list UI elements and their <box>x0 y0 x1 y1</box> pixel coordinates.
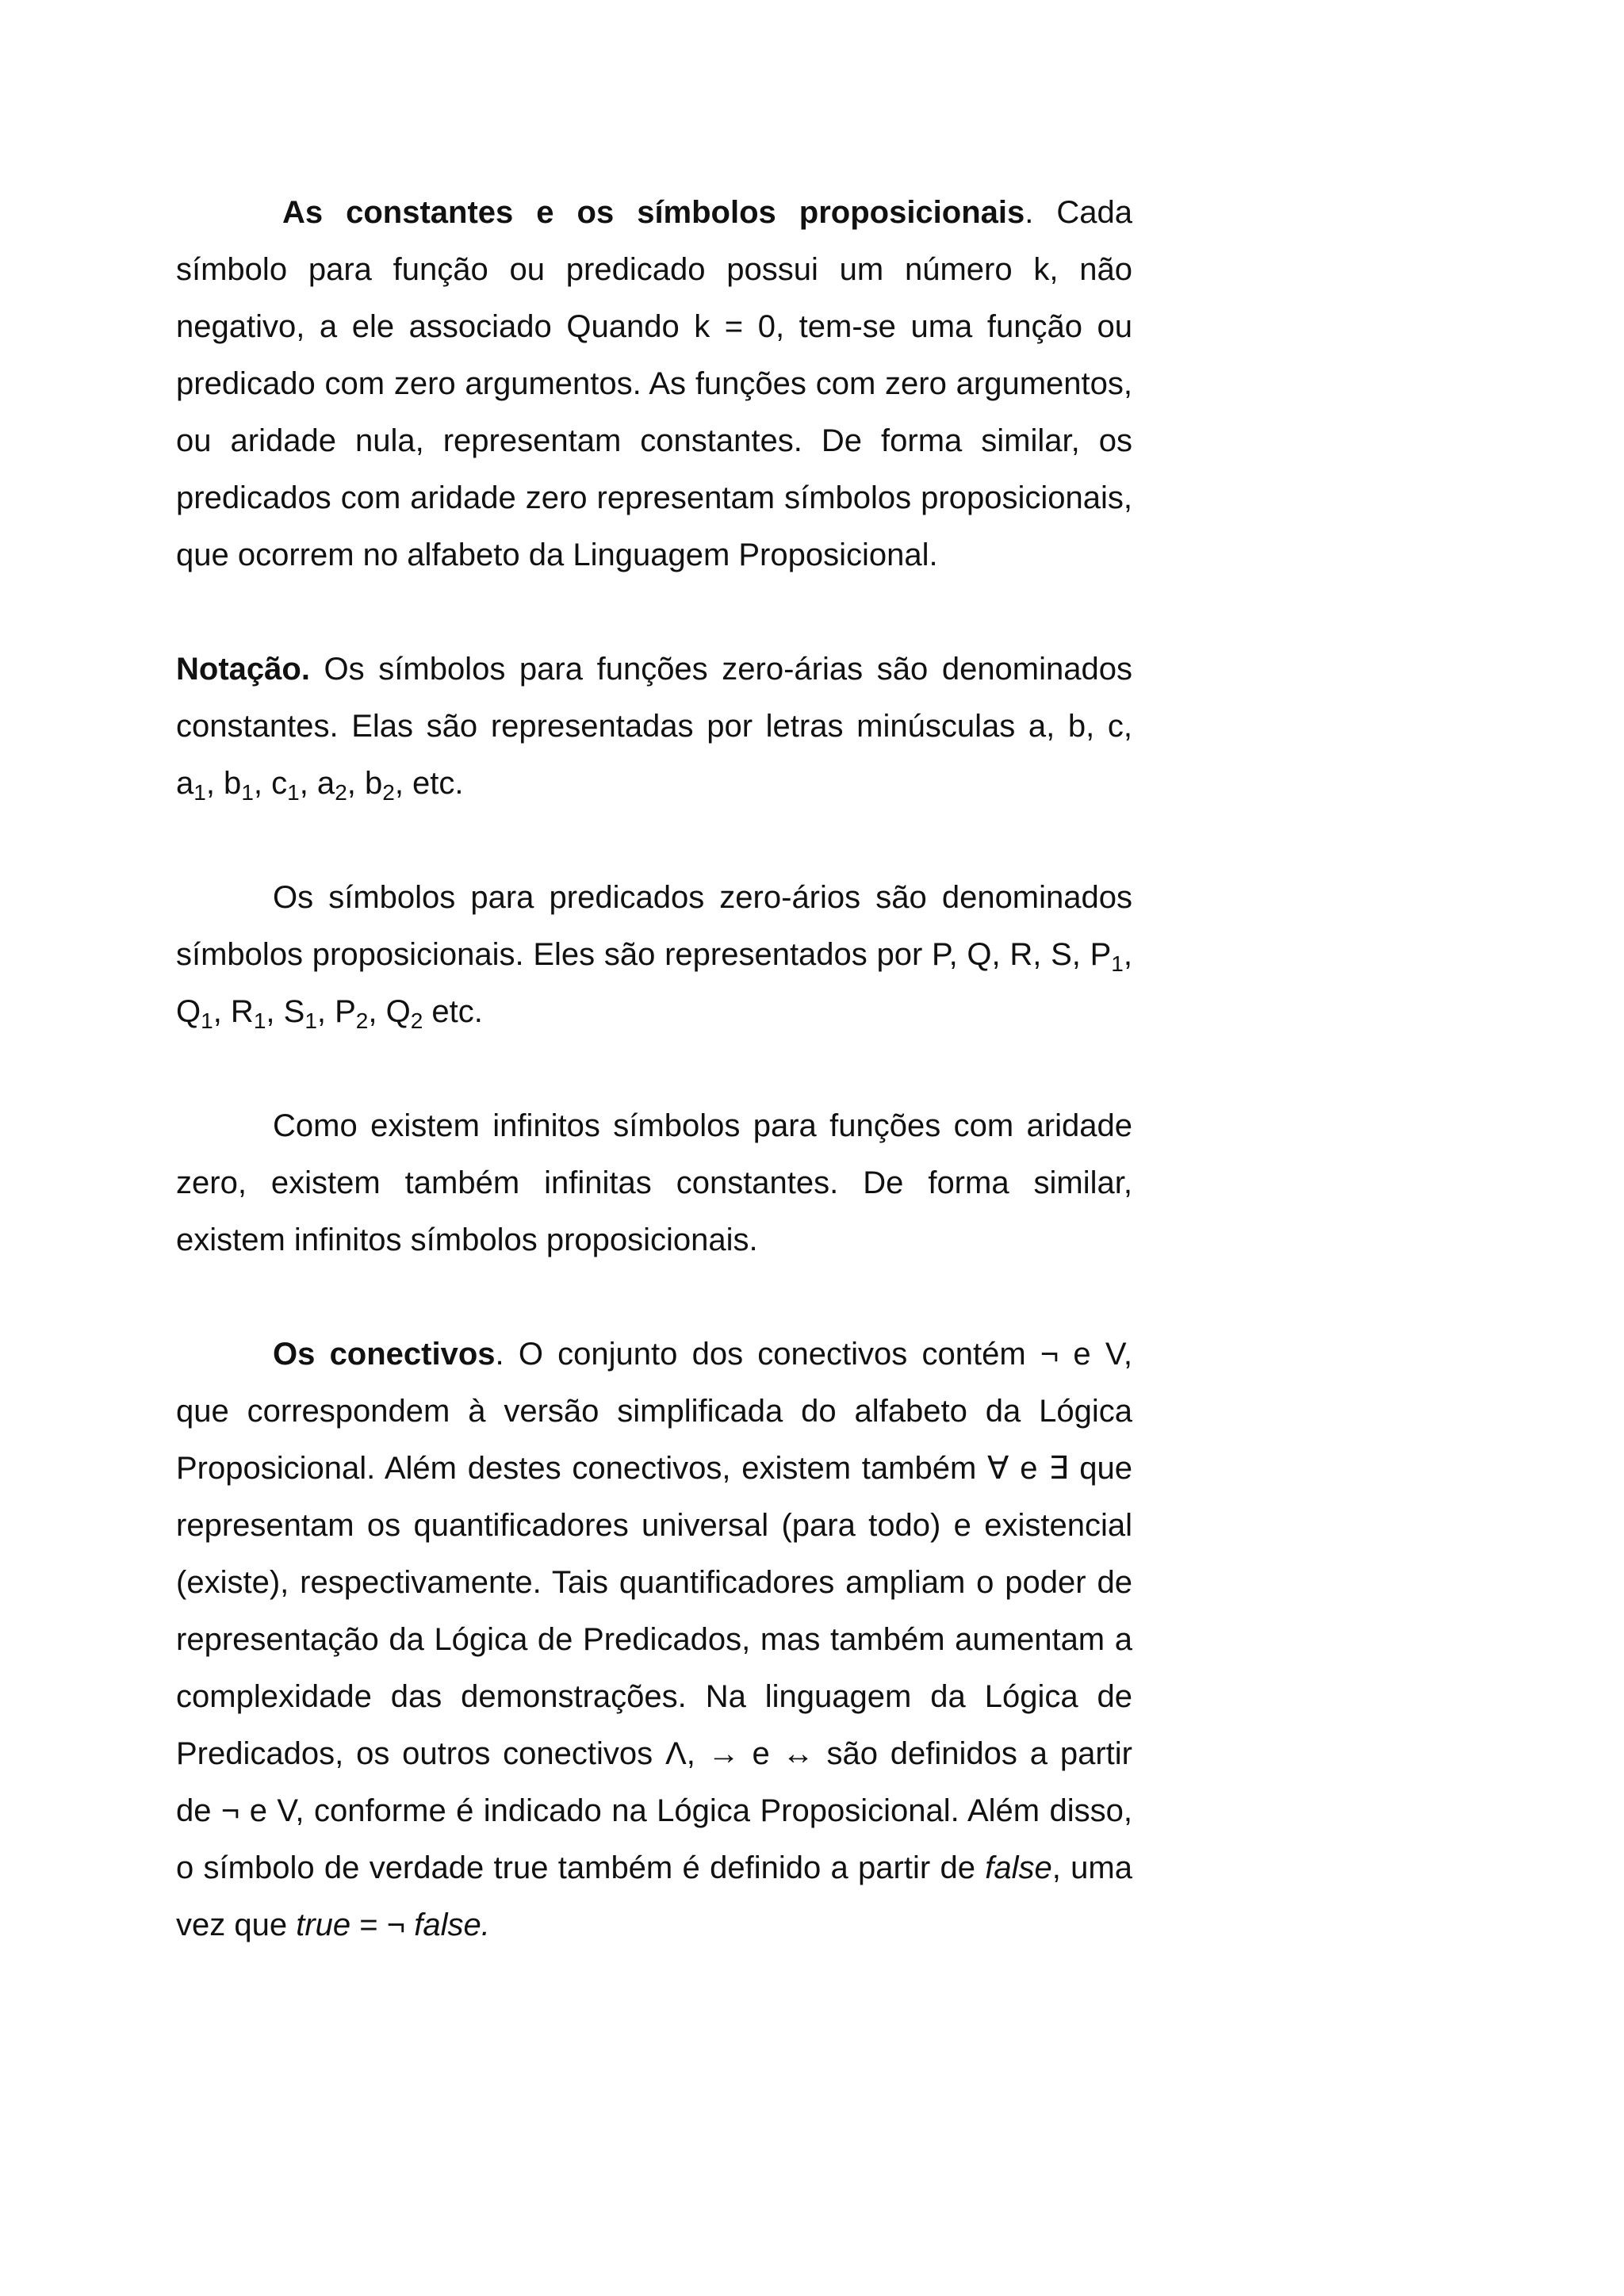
subscript: 1 <box>241 780 254 805</box>
paragraph-propositional-symbols <box>176 869 1132 1040</box>
notation-text: , a <box>299 766 335 801</box>
italic-false: false. <box>414 1908 490 1942</box>
subscript: 1 <box>193 780 206 805</box>
notation-text: , b <box>205 766 242 801</box>
subscript: 1 <box>201 1008 213 1033</box>
paragraph-constants-text: . Cada símbolo para função ou predicado possui um número k, não negativo, a ele associado Quando k = 0, tem-se uma função ou predicado com zero argumentos. As funções com zero argumentos, ou aridade nula, representam constantes. De forma similar, os predicados com aridade zero representam símbolos proposicionais, que ocorrem no alfabeto da Linguagem Proposicional. <box>176 195 1132 572</box>
subscript: 2 <box>382 780 395 805</box>
subscript: 1 <box>287 780 300 805</box>
italic-false: false <box>985 1850 1052 1885</box>
subscript: 1 <box>253 1008 266 1033</box>
paragraph-infinite-symbols <box>176 1097 1132 1269</box>
propositional-text: , Q <box>176 937 1132 1029</box>
subscript: 2 <box>410 1008 423 1033</box>
notation-text: , b <box>347 766 383 801</box>
heading-notation: Notação. <box>176 652 310 687</box>
paragraph-notation <box>176 641 1132 812</box>
infinite-symbols-text: Como existem infinitos símbolos para funções com aridade zero, existem também infinitas constantes. De forma similar, existem infinitos símbolos proposicionais. <box>176 1108 1132 1257</box>
notation-text: Os símbolos para funções zero-árias são denominados constantes. Elas são representadas por letras minúsculas a, b, c, a <box>176 652 1132 801</box>
notation-text: , etc. <box>394 766 464 801</box>
notation-text: , c <box>253 766 288 801</box>
connectives-text: , uma vez que <box>176 1850 1132 1942</box>
paragraph-constants <box>176 184 1132 584</box>
heading-connectives: Os conectivos <box>273 1337 496 1372</box>
heading-constants: As constantes e os símbolos proposicionais <box>282 195 1025 230</box>
propositional-text: , S <box>266 994 305 1029</box>
propositional-text: etc. <box>423 994 483 1029</box>
subscript: 1 <box>304 1008 317 1033</box>
connectives-text: = ¬ <box>350 1908 415 1942</box>
paragraph-connectives <box>176 1326 1132 1954</box>
document-body <box>176 184 1132 1954</box>
subscript: 2 <box>355 1008 369 1033</box>
italic-true: true <box>296 1908 351 1942</box>
propositional-text: , R <box>213 994 254 1029</box>
connectives-text: . O conjunto dos conectivos contém ¬ e V, que correspondem à versão simplificada do alfabeto da Lógica Proposicional. Além destes conectivos, existem também ∀ e ∃ que representam os quantificadores universal (para todo) e existencial (existe), respectivamente. Tais quantificadores ampliam o poder de representação da Lógica de Predicados, mas também aumentam a complexidade das demonstrações. Na linguagem da Lógica de Predicados, os outros conectivos Λ, → e ↔ são definidos a partir de ¬ e V, conforme é indicado na Lógica Proposicional. Além disso, o símbolo de verdade true também é definido a partir de <box>176 1337 1132 1885</box>
propositional-text: Os símbolos para predicados zero-ários são denominados símbolos proposicionais. Eles são representados por P, Q, R, S, P <box>176 880 1132 972</box>
propositional-text: , P <box>316 994 356 1029</box>
subscript: 1 <box>1111 951 1124 976</box>
subscript: 2 <box>335 780 347 805</box>
propositional-text: , Q <box>368 994 411 1029</box>
